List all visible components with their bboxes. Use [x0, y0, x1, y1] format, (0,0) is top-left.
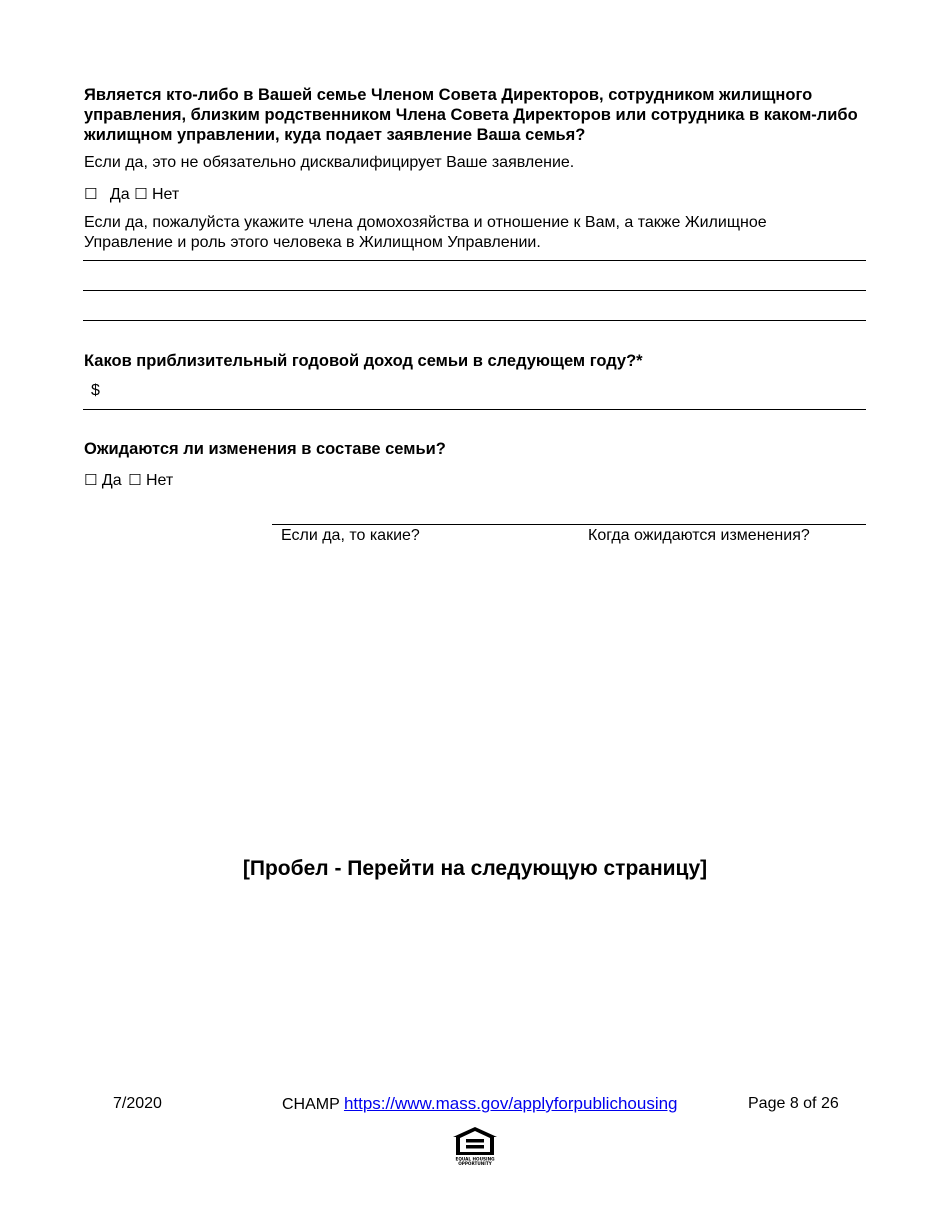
household-change-yes-checkbox[interactable]: ☐ — [84, 471, 98, 489]
footer-program-line — [282, 1094, 678, 1115]
footer-page-number: Page 8 of 26 — [748, 1095, 839, 1112]
household-change-answer-line[interactable] — [272, 524, 866, 525]
household-change-choice-row — [84, 470, 173, 491]
disqualification-note: Если да, это не обязательно дисквалифицирует Ваше заявление. — [84, 154, 575, 171]
next-page-note: [Пробел - Перейти на следующую страницу] — [242, 857, 708, 880]
household-change-question: Ожидаются ли изменения в составе семьи? — [84, 440, 446, 458]
currency-symbol: $ — [91, 382, 100, 399]
affiliation-choice-row — [84, 184, 179, 205]
affiliation-yes-checkbox[interactable]: ☐ — [84, 185, 98, 203]
affiliation-answer-line-1[interactable] — [83, 260, 866, 261]
footer-url-link[interactable]: https://www.mass.gov/applyforpublichousing — [343, 1094, 678, 1113]
affiliation-answer-line-3[interactable] — [83, 320, 866, 321]
what-change-label: Если да, то какие? — [281, 527, 420, 544]
equal-housing-icon — [450, 1125, 500, 1167]
household-change-no-checkbox[interactable]: ☐ — [128, 471, 142, 489]
annual-income-field[interactable] — [83, 409, 866, 410]
household-change-yes-label: Да — [101, 472, 122, 489]
affiliation-yes-label: Да — [109, 186, 130, 203]
household-affiliation-question: Является кто-либо в Вашей семье Членом Совета Директоров, сотрудником жилищного управления, близким родственником Члена Совета Директоров или сотрудника в каком-либо жилищном управлении, куда подает заявление Ваша семья? — [84, 86, 858, 144]
footer-date: 7/2020 — [113, 1095, 162, 1112]
equal-housing-caption-line-1: EQUAL HOUSING — [455, 1156, 495, 1162]
affiliation-no-label: Нет — [152, 186, 180, 203]
affiliation-instructions: Если да, пожалуйста укажите члена домохозяйства и отношение к Вам, а также Жилищное Управление и роль этого человека в Жилищном Управлении. — [84, 214, 767, 251]
affiliation-no-checkbox[interactable]: ☐ — [134, 185, 148, 203]
affiliation-answer-line-2[interactable] — [83, 290, 866, 291]
household-change-no-label: Нет — [146, 472, 174, 489]
when-change-label: Когда ожидаются изменения? — [588, 527, 810, 544]
equal-housing-caption-line-2: OPPORTUNITY — [458, 1161, 492, 1166]
footer-program: CHAMP — [282, 1096, 340, 1113]
annual-income-question: Каков приблизительный годовой доход семьи в следующем году?* — [84, 352, 643, 370]
